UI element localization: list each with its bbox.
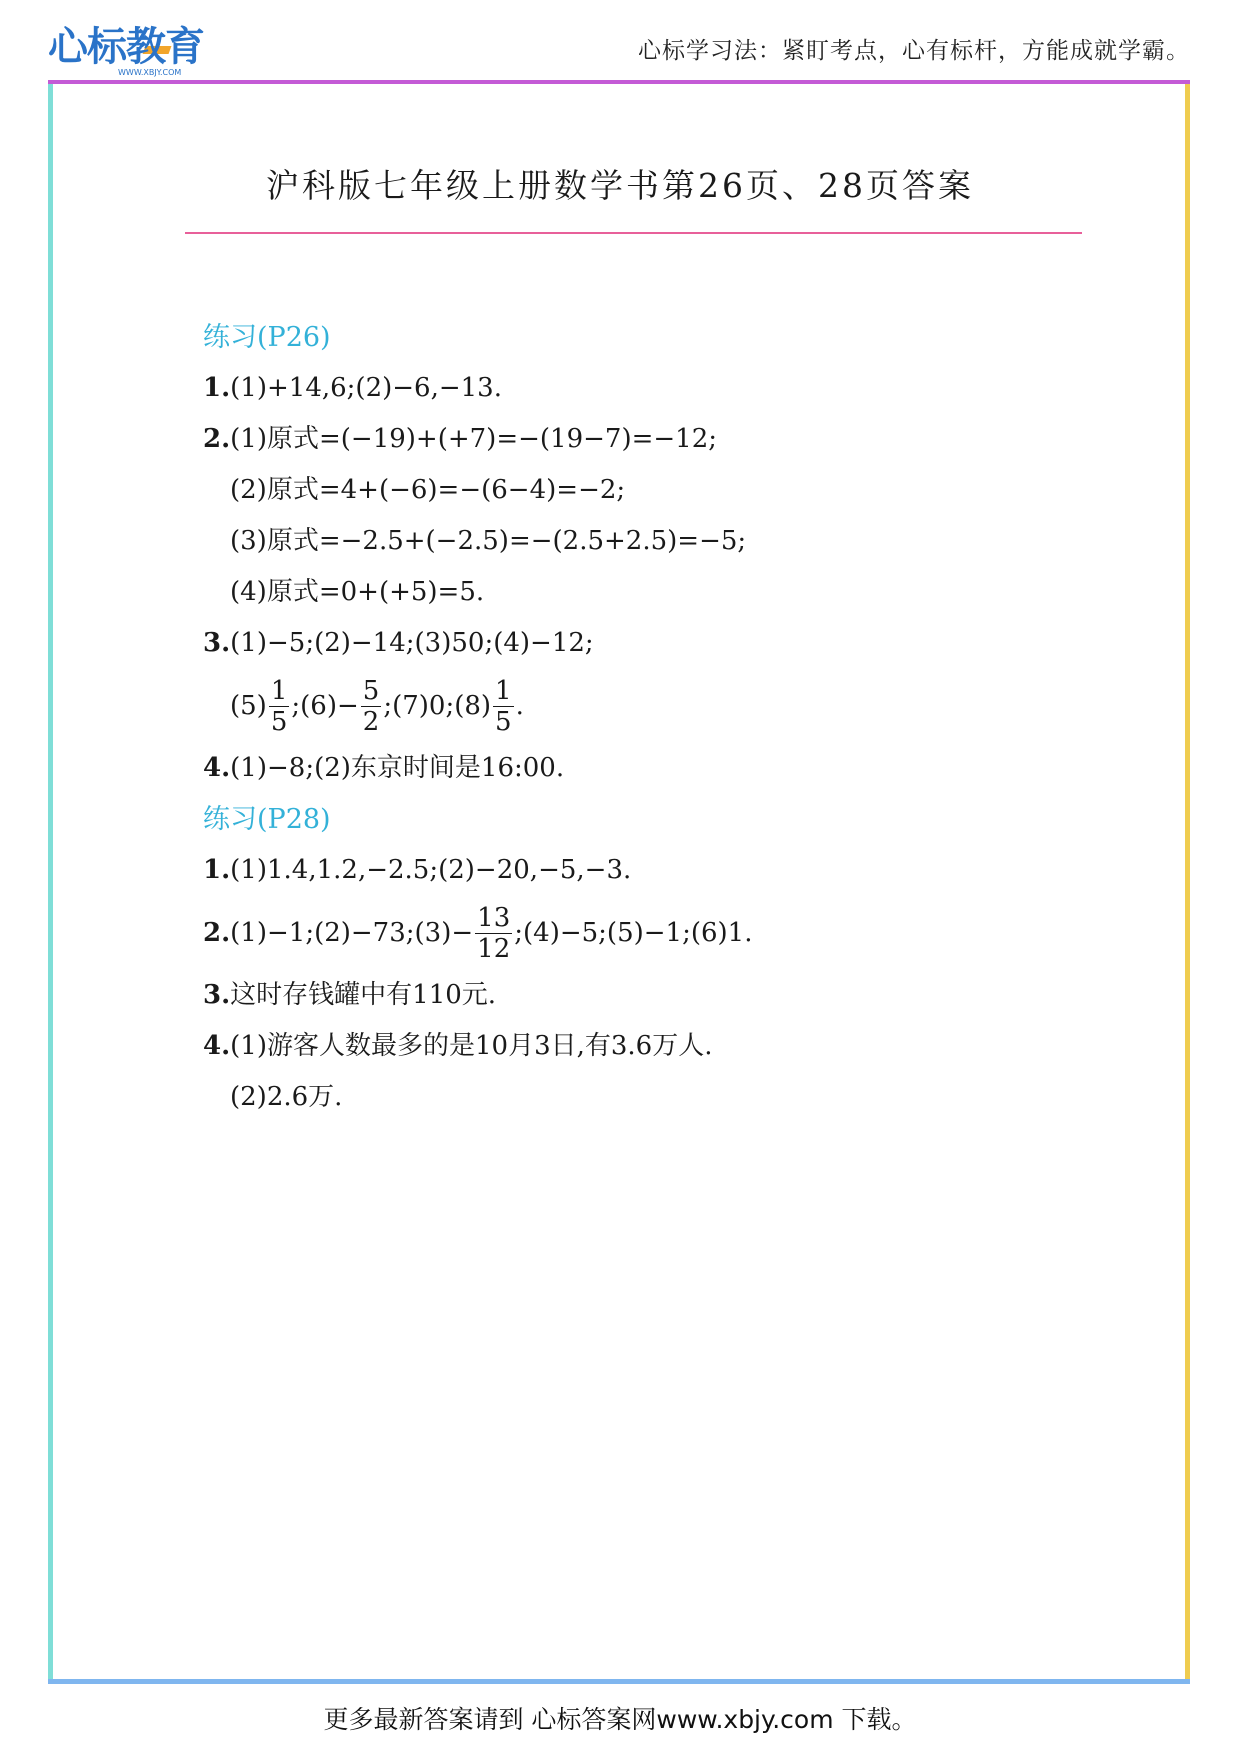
question-number: 3.	[203, 980, 231, 1010]
p26-answer-2-line-1	[203, 414, 1103, 465]
numerator: 5	[362, 675, 380, 706]
fraction	[493, 676, 514, 737]
numerator: 1	[270, 675, 288, 706]
p26-answer-3-line-2	[203, 669, 1103, 743]
denominator: 5	[270, 706, 288, 737]
question-number: 4.	[203, 753, 231, 783]
numerator: 1	[495, 675, 512, 706]
frame-top-border	[48, 80, 1190, 84]
answer-text: (1)游客人数最多的是10月3日,有3.6万人.	[230, 1031, 713, 1061]
question-number: 1.	[203, 855, 231, 885]
denominator: 5	[495, 706, 512, 737]
question-number: 4.	[203, 1031, 231, 1061]
frame-left-border	[48, 84, 53, 1679]
question-number: 3.	[203, 628, 231, 658]
logo-text: 心标教育	[48, 24, 204, 70]
answer-text: .	[515, 690, 524, 721]
p28-answer-3	[203, 970, 1103, 1021]
numerator: 13	[477, 902, 511, 933]
question-number: 2.	[203, 424, 231, 454]
question-number: 2.	[203, 917, 231, 948]
page-title: 沪科版七年级上册数学书第26页、28页答案	[266, 166, 974, 205]
p26-answer-3-line-1	[203, 618, 1103, 669]
section-heading-p26: 练习(P26)	[203, 322, 331, 353]
p26-answer-2-line-2: (2)原式=4+(−6)=−(6−4)=−2;	[230, 475, 626, 505]
answer-text: (1)−5;(2)−14;(3)50;(4)−12;	[230, 628, 594, 658]
answer-text: ;(6)−	[291, 690, 359, 721]
fraction	[269, 676, 290, 737]
p26-answer-4	[203, 743, 1103, 794]
answer-text: ;(4)−5;(5)−1;(6)1.	[514, 917, 753, 948]
title-divider	[185, 232, 1082, 234]
question-number: 1.	[203, 373, 231, 403]
answer-text: (1)−8;(2)东京时间是16:00.	[230, 753, 565, 783]
logo	[48, 22, 208, 80]
answer-text: 这时存钱罐中有110元.	[230, 980, 497, 1010]
frame-right-border	[1185, 84, 1190, 1679]
p28-answer-1	[203, 845, 1103, 896]
fraction	[361, 676, 382, 737]
p26-answer-2-line-4: (4)原式=0+(+5)=5.	[230, 577, 485, 607]
header-slogan: 心标学习法：紧盯考点，心有标杆，方能成就学霸。	[638, 38, 1190, 64]
p28-answer-4-line-2: (2)2.6万.	[230, 1082, 343, 1112]
logo-url: WWW.XBJY.COM	[118, 68, 182, 77]
answer-text: (1)−1;(2)−73;(3)−	[230, 917, 474, 948]
answer-text: (5)	[230, 690, 267, 721]
p26-answer-1	[203, 363, 1103, 414]
footer-download-note: 更多最新答案请到 心标答案网www.xbjy.com 下载。	[323, 1705, 917, 1734]
answer-content	[203, 312, 1103, 1123]
section-heading-p28: 练习(P28)	[203, 804, 331, 835]
answer-text: ;(7)0;(8)	[383, 690, 492, 721]
p28-answer-4-line-1	[203, 1021, 1103, 1072]
fraction	[475, 903, 512, 964]
frame-bottom-border	[48, 1679, 1190, 1684]
answer-text: (1)1.4,1.2,−2.5;(2)−20,−5,−3.	[230, 855, 632, 885]
denominator: 2	[362, 706, 380, 737]
denominator: 12	[477, 933, 511, 964]
p26-answer-2-line-3: (3)原式=−2.5+(−2.5)=−(2.5+2.5)=−5;	[230, 526, 747, 556]
answer-text: (1)原式=(−19)+(+7)=−(19−7)=−12;	[230, 424, 718, 454]
answer-text: (1)+14,6;(2)−6,−13.	[230, 373, 502, 403]
p28-answer-2	[203, 896, 1103, 970]
